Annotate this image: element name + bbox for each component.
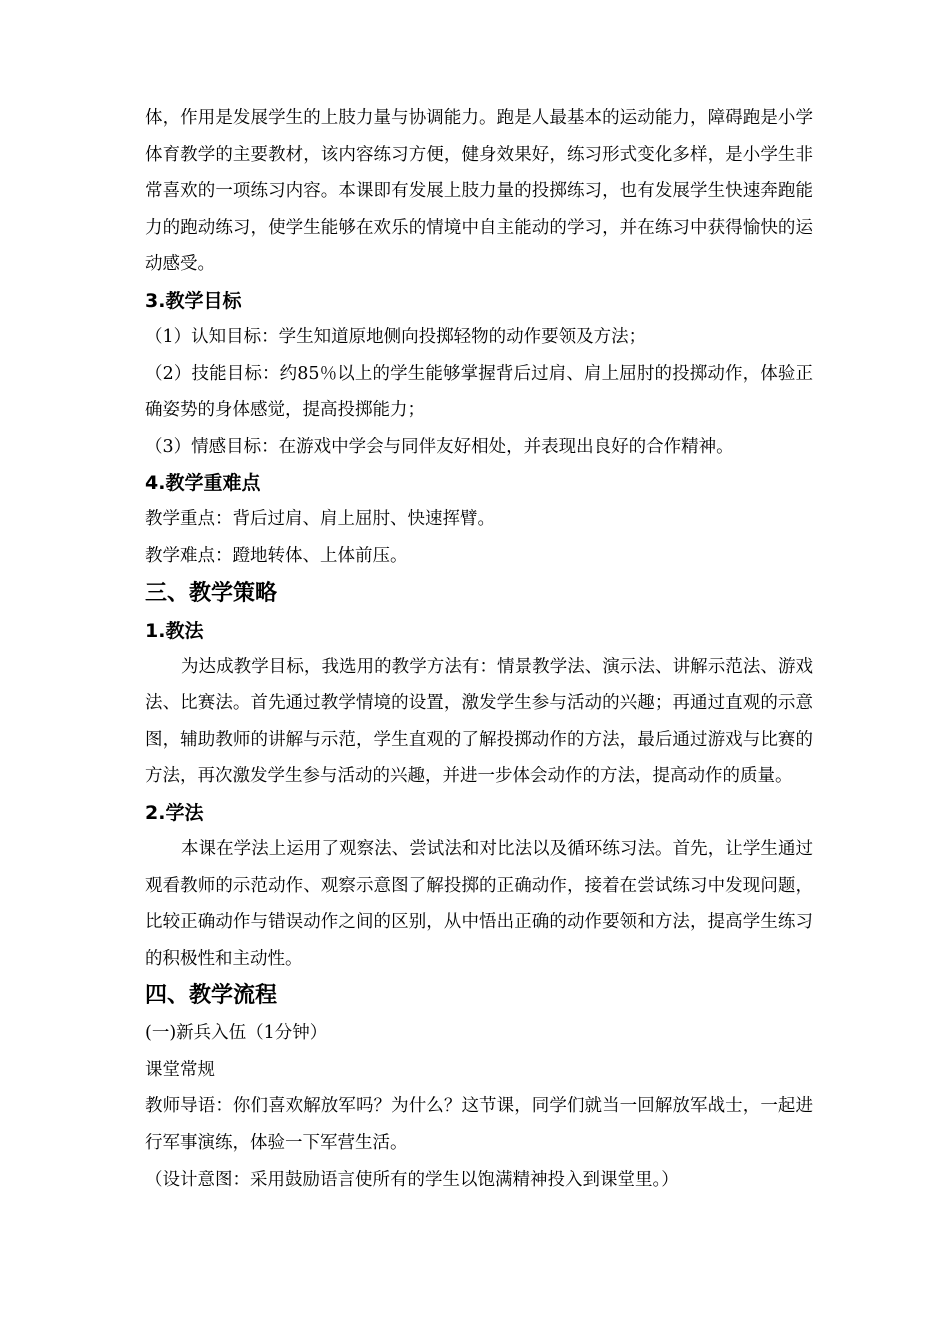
part-heading-process: 四、教学流程: [145, 983, 278, 1009]
section-heading-teaching-goals: 3.教学目标: [145, 289, 242, 312]
teaching-method-paragraph: 为达成教学目标，我选用的教学方法有：情景教学法、演示法、讲解示范法、游戏法、比赛法。首先通过教学情境的设置，激发学生参与活动的兴趣；再通过直观的示意图，辅助教师的讲解与示范，学生直观的了解投掷动作的方法，最后通过游戏与比赛的方法，再次激发学生参与活动的兴趣，并进一步体会动作的方法，提高动作的质量。: [145, 656, 813, 787]
design-intent-note: （设计意图：采用鼓励语言使所有的学生以饱满精神投入到课堂里。）: [145, 1169, 679, 1190]
part-heading-strategy: 三、教学策略: [145, 580, 278, 606]
teacher-intro-paragraph: 教师导语：你们喜欢解放军吗？为什么？这节课，同学们就当一回解放军战士，一起进行军事演练，体验一下军营生活。: [145, 1096, 813, 1154]
process-step-1: (一)新兵入伍（1分钟）: [145, 1023, 328, 1044]
difficulty-text: 教学难点：蹬地转体、上体前压。: [145, 545, 408, 566]
intro-paragraph: 体，作用是发展学生的上肢力量与协调能力。跑是人最基本的运动能力，障碍跑是小学体育教学的主要教材，该内容练习方便，健身效果好，练习形式变化多样，是小学生非常喜欢的一项练习内容。本课即有发展上肢力量的投掷练习，也有发展学生快速奔跑能力的跑动练习，使学生能够在欢乐的情境中自主能动的学习，并在练习中获得愉快的运动感受。: [145, 108, 813, 275]
class-routine-label: 课堂常规: [145, 1059, 215, 1080]
goal-item-skill: （2）技能目标：约85％以上的学生能够掌握背后过肩、肩上屈肘的投掷动作，体验正确姿势的身体感觉，提高投掷能力；: [145, 363, 813, 421]
goal-item-cognitive: （1）认知目标：学生知道原地侧向投掷轻物的动作要领及方法；: [145, 326, 647, 347]
goal-item-emotion: （3）情感目标：在游戏中学会与同伴友好相处，并表现出良好的合作精神。: [145, 436, 734, 457]
section-heading-learning-method: 2.学法: [145, 801, 204, 824]
key-point-text: 教学重点：背后过肩、肩上屈肘、快速挥臂。: [145, 509, 495, 530]
section-heading-key-points: 4.教学重难点: [145, 472, 261, 495]
learning-method-paragraph: 本课在学法上运用了观察法、尝试法和对比法以及循环练习法。首先，让学生通过观看教师的示范动作、观察示意图了解投掷的正确动作，接着在尝试练习中发现问题，比较正确动作与错误动作之间的区别，从中悟出正确的动作要领和方法，提高学生练习的积极性和主动性。: [145, 838, 813, 969]
document-page: [145, 100, 813, 1198]
section-heading-teaching-method: 1.教法: [145, 619, 204, 642]
